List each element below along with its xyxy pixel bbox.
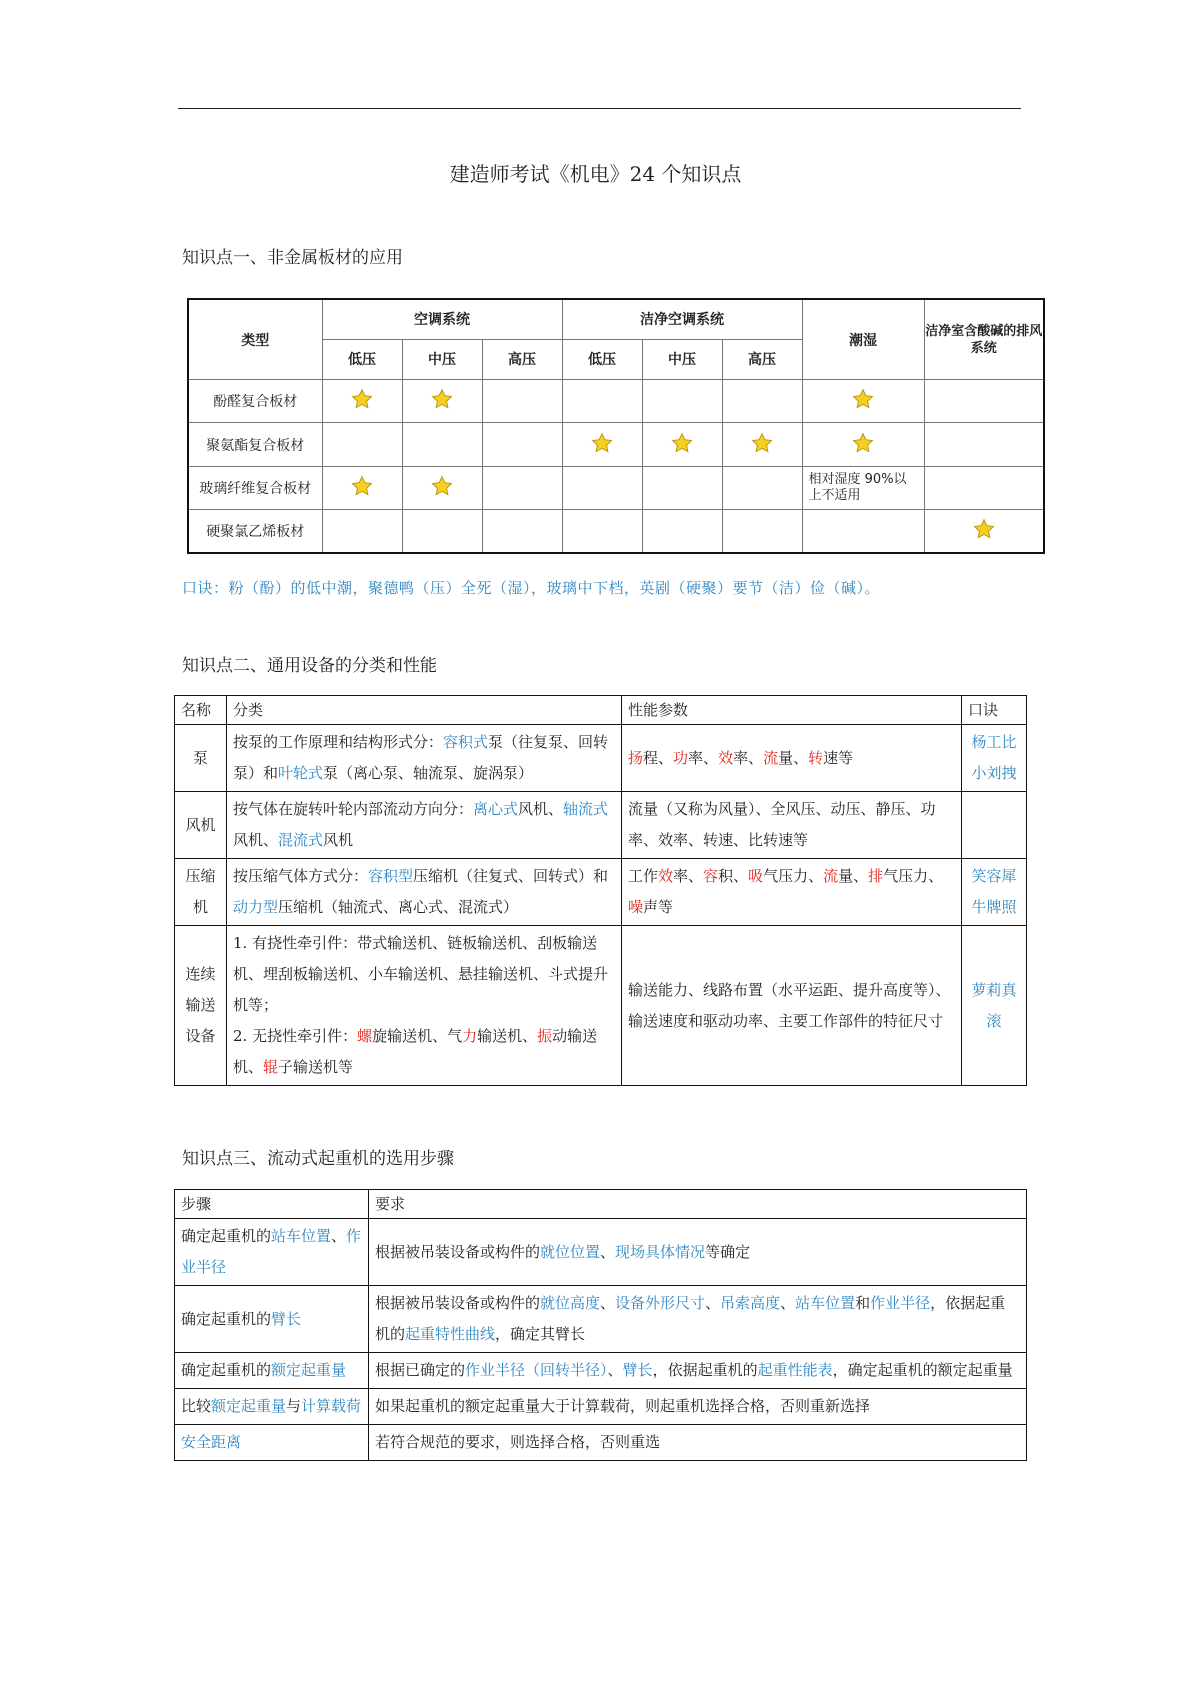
applicability-cell [722, 423, 802, 466]
step-cell: 比较额定起重量与计算载荷 [175, 1389, 369, 1425]
applicability-cell [322, 510, 402, 553]
section2-heading: 知识点二、通用设备的分类和性能 [182, 656, 437, 676]
section1-heading: 知识点一、非金属板材的应用 [182, 248, 403, 268]
applicability-cell [722, 510, 802, 553]
equip-mnemonic: 杨工比小刘拽 [962, 725, 1027, 792]
applicability-cell [402, 510, 482, 553]
table-row [175, 1389, 1027, 1425]
step-cell: 确定起重机的站车位置、作业半径 [175, 1219, 369, 1286]
table-row [175, 1219, 1027, 1286]
applicability-cell [802, 510, 924, 553]
table-row [175, 792, 1027, 859]
applicability-cell [482, 423, 562, 466]
applicability-cell [924, 380, 1044, 423]
star-icon [431, 475, 453, 497]
applicability-cell [482, 510, 562, 553]
applicability-cell [482, 380, 562, 423]
star-icon [852, 432, 874, 454]
table-row [175, 926, 1027, 1086]
step-cell: 安全距离 [175, 1425, 369, 1461]
star-icon [351, 388, 373, 410]
header-acid-alkali: 洁净室含酸碱的排风系统 [924, 299, 1044, 380]
row-label: 酚醛复合板材 [188, 380, 322, 423]
section3-heading: 知识点三、流动式起重机的选用步骤 [182, 1149, 454, 1169]
header-mid-1: 中压 [402, 339, 482, 379]
star-icon [591, 432, 613, 454]
applicability-cell [562, 423, 642, 466]
row-label: 玻璃纤维复合板材 [188, 466, 322, 509]
header-type: 类型 [188, 299, 322, 380]
applicability-cell [642, 380, 722, 423]
table-row [188, 466, 1044, 509]
header-ac-system: 空调系统 [322, 299, 562, 339]
equip-class: 按气体在旋转叶轮内部流动方向分：离心式风机、轴流式风机、混流式风机 [227, 792, 622, 859]
equip-name: 风机 [175, 792, 227, 859]
requirement-cell: 根据已确定的作业半径（回转半径）、臂长，依据起重机的起重性能表，确定起重机的额定起重量 [369, 1353, 1027, 1389]
equip-mnemonic: 萝莉真滚 [962, 926, 1027, 1086]
row-label: 硬聚氯乙烯板材 [188, 510, 322, 553]
header-high-1: 高压 [482, 339, 562, 379]
equip-mnemonic [962, 792, 1027, 859]
step-cell: 确定起重机的臂长 [175, 1286, 369, 1353]
star-icon [973, 518, 995, 540]
equip-class: 按压缩气体方式分：容积型压缩机（往复式、回转式）和动力型压缩机（轴流式、离心式、混流式） [227, 859, 622, 926]
general-equipment-table [174, 695, 1027, 1086]
crane-selection-table [174, 1189, 1027, 1461]
requirement-cell: 若符合规范的要求，则选择合格，否则重选 [369, 1425, 1027, 1461]
requirement-cell: 根据被吊装设备或构件的就位高度、设备外形尺寸、吊索高度、站车位置和作业半径，依据起重机的起重特性曲线，确定其臂长 [369, 1286, 1027, 1353]
applicability-cell [924, 466, 1044, 509]
applicability-cell [402, 423, 482, 466]
col-perf: 性能参数 [622, 696, 962, 725]
nonmetal-board-table [187, 298, 1045, 554]
table-row [175, 1286, 1027, 1353]
header-low-1: 低压 [322, 339, 402, 379]
table-row [188, 510, 1044, 553]
star-icon [351, 475, 373, 497]
applicability-cell [642, 423, 722, 466]
equip-name: 泵 [175, 725, 227, 792]
equip-perf: 扬程、功率、效率、流量、转速等 [622, 725, 962, 792]
table-row [175, 725, 1027, 792]
applicability-cell [562, 510, 642, 553]
humidity-note: 相对湿度 90%以上不适用 [802, 466, 924, 509]
equip-class: 按泵的工作原理和结构形式分：容积式泵（往复泵、回转泵）和叶轮式泵（离心泵、轴流泵、旋涡泵） [227, 725, 622, 792]
equip-name: 连续输送设备 [175, 926, 227, 1086]
star-icon [852, 388, 874, 410]
equip-mnemonic: 笑容犀牛牌照 [962, 859, 1027, 926]
applicability-cell [722, 380, 802, 423]
header-high-2: 高压 [722, 339, 802, 379]
equip-perf: 工作效率、容积、吸气压力、流量、排气压力、噪声等 [622, 859, 962, 926]
applicability-cell [402, 380, 482, 423]
table-row [175, 1425, 1027, 1461]
table-row [188, 423, 1044, 466]
equip-perf: 输送能力、线路布置（水平运距、提升高度等）、输送速度和驱动功率、主要工作部件的特征尺寸 [622, 926, 962, 1086]
step-cell: 确定起重机的额定起重量 [175, 1353, 369, 1389]
header-mid-2: 中压 [642, 339, 722, 379]
equip-class: 1. 有挠性牵引件：带式输送机、链板输送机、刮板输送机、埋刮板输送机、小车输送机、悬挂输送机、斗式提升机等； 2. 无挠性牵引件：螺旋输送机、气力输送机、振动输送机、辊子输送机等 [227, 926, 622, 1086]
applicability-cell [802, 423, 924, 466]
col-mnemonic: 口诀 [962, 696, 1027, 725]
header-clean-ac-system: 洁净空调系统 [562, 299, 802, 339]
col-requirement: 要求 [369, 1190, 1027, 1219]
applicability-cell [322, 423, 402, 466]
top-rule [178, 108, 1021, 109]
section1-mnemonic: 口诀：粉（酚）的低中潮，聚德鸭（压）全死（湿），玻璃中下档，英剧（硬聚）要节（洁）俭（碱）。 [182, 579, 881, 597]
applicability-cell [802, 380, 924, 423]
applicability-cell [482, 466, 562, 509]
page-title: 建造师考试《机电》24 个知识点 [449, 162, 742, 186]
applicability-cell [562, 466, 642, 509]
requirement-cell: 如果起重机的额定起重量大于计算载荷，则起重机选择合格，否则重新选择 [369, 1389, 1027, 1425]
applicability-cell [322, 380, 402, 423]
table-row [175, 859, 1027, 926]
applicability-cell [924, 510, 1044, 553]
row-label: 聚氨酯复合板材 [188, 423, 322, 466]
applicability-cell [562, 380, 642, 423]
col-name: 名称 [175, 696, 227, 725]
equip-name: 压缩机 [175, 859, 227, 926]
header-low-2: 低压 [562, 339, 642, 379]
col-class: 分类 [227, 696, 622, 725]
applicability-cell [642, 510, 722, 553]
header-humid: 潮湿 [802, 299, 924, 380]
applicability-cell [402, 466, 482, 509]
star-icon [671, 432, 693, 454]
requirement-cell: 根据被吊装设备或构件的就位位置、现场具体情况等确定 [369, 1219, 1027, 1286]
table-row [175, 1353, 1027, 1389]
applicability-cell [322, 466, 402, 509]
equip-perf: 流量（又称为风量）、全风压、动压、静压、功率、效率、转速、比转速等 [622, 792, 962, 859]
star-icon [751, 432, 773, 454]
col-step: 步骤 [175, 1190, 369, 1219]
applicability-cell [924, 423, 1044, 466]
applicability-cell [642, 466, 722, 509]
star-icon [431, 388, 453, 410]
table-row [188, 380, 1044, 423]
applicability-cell [722, 466, 802, 509]
